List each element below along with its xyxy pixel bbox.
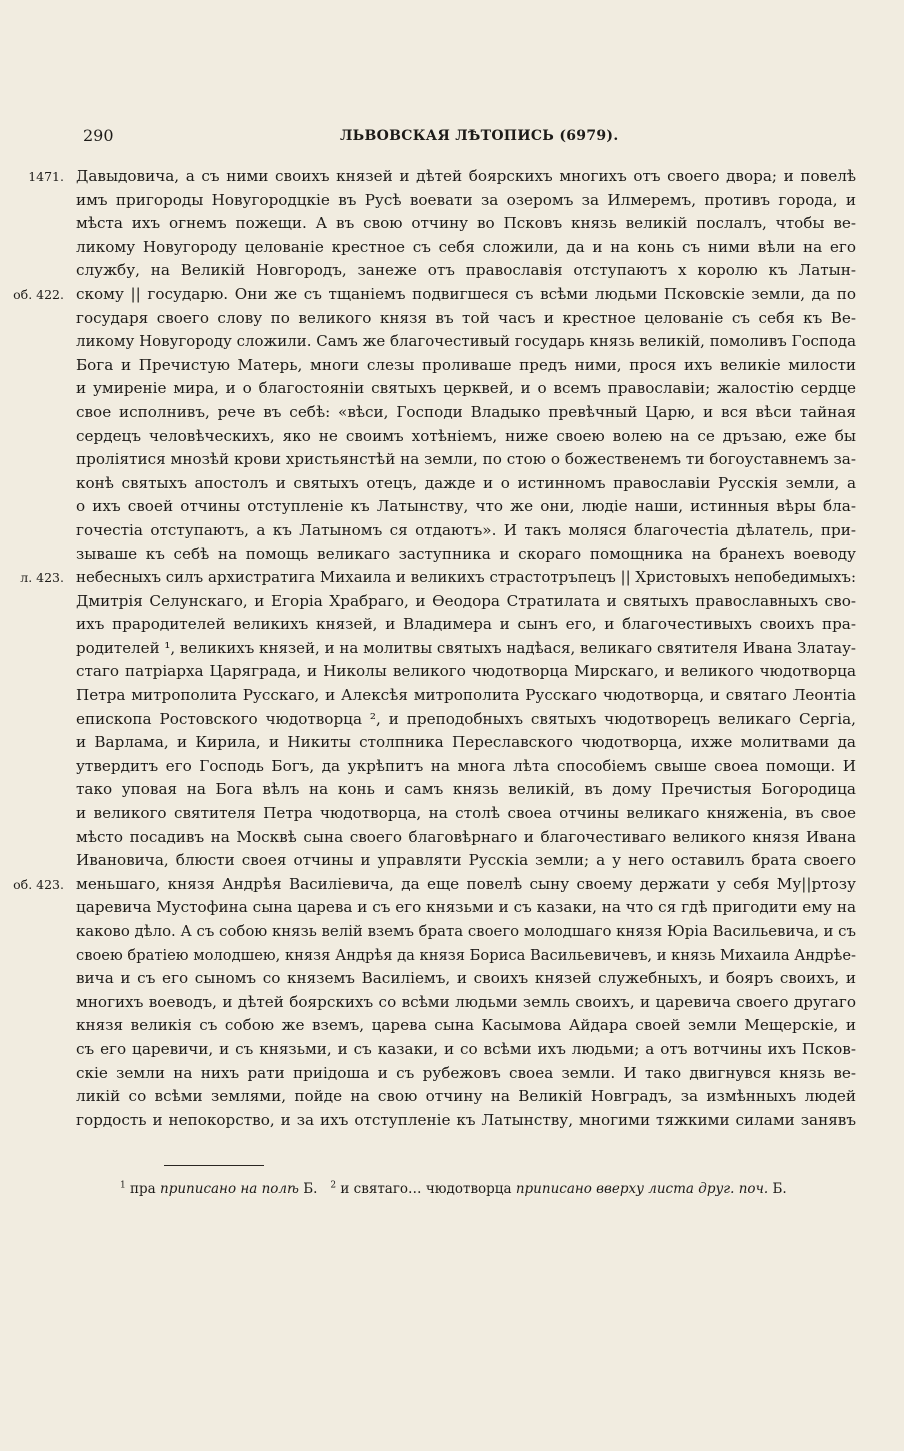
text-line-content: Дмитрія Селунскаго, и Егоріа Храбраго, и Ѳеодора Стратилата и святыхъ православныхъ сво- (76, 591, 856, 610)
text-line-content: мѣста ихъ огнемъ пожещи. А въ свою отчину во Псковъ князь великій послалъ, чтобы ве- (76, 214, 856, 233)
text-line (76, 189, 856, 213)
text-line (76, 590, 856, 614)
text-line-content: государя своего слову по великого князя въ той часъ и крестное целованіе съ себя къ Ве- (76, 308, 856, 327)
text-line (76, 1014, 856, 1038)
text-line-content: ликій со всѣми землями, пойде на свою отчину на Великій Новградъ, за измѣнныхъ людей (76, 1087, 856, 1106)
text-line (76, 967, 856, 991)
footnote-1-mark: 1 (120, 1180, 126, 1190)
text-line (76, 519, 856, 543)
text-line (76, 330, 856, 354)
text-line (28, 165, 856, 189)
text-line (76, 684, 856, 708)
text-line (76, 307, 856, 331)
text-line-content: и великого святителя Петра чюдотворца, на столѣ своеа отчины великаго княженіа, въ свое (76, 804, 856, 823)
text-line (76, 896, 856, 920)
text-line (76, 425, 856, 449)
text-line (76, 1109, 856, 1133)
text-line (76, 944, 856, 968)
text-line-content: Петра митрополита Русскаго, и Алексѣя митрополита Русскаго чюдотворца, и святаго Леонтіа (76, 686, 856, 705)
margin-note: л. 423. (20, 570, 64, 586)
footnote-2 (330, 1181, 786, 1197)
text-line (76, 236, 856, 260)
text-line (76, 1062, 856, 1086)
text-line (76, 472, 856, 496)
footnote-2-mark: 2 (330, 1180, 337, 1190)
text-line-content: стаго патріарха Царяграда, и Николы великого чюдотворца Мирскаго, и великого чюдотворца (76, 662, 856, 681)
text-line-content: своею братіею молодшею, князя Андрѣя да князя Бориса Васильевичевъ, и князь Михаила Андрѣе- (76, 945, 856, 964)
text-line-content: царевича Мустофина сына царева и съ его князьми и съ казаки, на что ся гдѣ пригодити ему на (76, 898, 856, 917)
text-line-content: и Варлама, и Кирила, и Никиты столпника Переславского чюдотворца, ихже молитвами да (76, 733, 856, 752)
text-line (76, 920, 856, 944)
footnote-2-source: Б. (772, 1180, 787, 1197)
text-line-content: сердецъ человѣческихъ, яко не своимъ хотѣніемъ, ниже своею волею на се дръзаю, еже бы (76, 426, 856, 445)
footnote-1-source: Б. (303, 1180, 318, 1197)
text-line-content: Давыдовича, а съ ними своихъ князей и дѣтей боярскихъ многихъ отъ своего двора; и повелѣ (76, 167, 856, 185)
text-line-content: ихъ прародителей великихъ князей, и Владимера и сынъ его, и благочестивыхъ своихъ пра- (76, 615, 856, 634)
text-line-content: каково дѣло. А съ собою князь велій вземъ брата своего молодшаго князя Юріа Васильевича, и съ (76, 922, 856, 940)
text-line-content: небесныхъ силъ архистратига Михаила и великихъ страстотръпецъ || Христовыхъ непобедимыхъ: (76, 568, 856, 587)
text-line-content: службу, на Великій Новгородъ, занеже отъ православія отступаютъ х королю къ Латын- (76, 261, 856, 280)
footnote-1-text: пра (130, 1180, 156, 1197)
text-line (76, 802, 856, 826)
margin-note: об. 422. (13, 286, 64, 302)
text-line-content: мѣсто посадивъ на Москвѣ сына своего благовѣрнаго и благочестиваго великого князя Ивана (76, 827, 856, 846)
text-line-content: тако уповая на Бога вѣлъ на конь и самъ князь великій, въ дому Пречистыя Богородица (76, 780, 856, 799)
text-line-content: и умиреніе мира, и о благостояніи святыхъ церквей, и о всемъ православіи; жалостію сердце (76, 379, 856, 398)
text-line (76, 377, 856, 401)
text-line-content: скому || государю. Они же съ тщаніемъ подвигшеся съ всѣми людьми Псковскіе земли, да по (76, 284, 856, 303)
text-line (76, 1085, 856, 1109)
footnote-rule (164, 1165, 264, 1166)
margin-note: об. 423. (13, 876, 64, 892)
text-line (76, 495, 856, 519)
text-line (76, 708, 856, 732)
text-line (76, 826, 856, 850)
text-line-content: Ивановича, блюсти своея отчины и управляти Русскіа земли; а у него оставилъ брата своего (76, 851, 856, 870)
text-line-content: ликому Новугороду целованіе крестное съ себя сложили, да и на конь съ ними вѣли на его (76, 237, 856, 256)
text-line (76, 660, 856, 684)
text-line (76, 354, 856, 378)
text-line (76, 401, 856, 425)
running-title: ЛЬВОВСКАЯ ЛѢТОПИСЬ (6979). (340, 128, 619, 144)
footnotes (120, 1180, 820, 1197)
text-line-content: Бога и Пречистую Матерь, многи слезы проливаше предъ ними, прося ихъ великіе милости (76, 355, 856, 374)
text-line-content: съ его царевичи, и съ князьми, и съ казаки, и со всѣми ихъ людьми; а отъ вотчины ихъ Псков- (76, 1039, 856, 1058)
text-line-content: меньшаго, князя Андрѣя Василіевича, да еще повелѣ сыну своему держати у себя Му||ртозу (76, 874, 856, 893)
text-line (76, 448, 856, 472)
text-line (76, 755, 856, 779)
text-line (76, 259, 856, 283)
text-line (76, 1038, 856, 1062)
page-number: 290 (83, 126, 114, 145)
footnote-1-note: приписано на полѣ (160, 1180, 299, 1197)
text-line (76, 212, 856, 236)
text-line (76, 731, 856, 755)
text-line (13, 283, 856, 307)
text-line-content: зываше къ себѣ на помощь великаго заступника и скораго помощника на бранехъ воеводу (76, 544, 856, 563)
footnote-2-text: и святаго… чюдотворца (340, 1180, 512, 1197)
text-line (76, 613, 856, 637)
text-line-content: свое исполнивъ, рече въ себѣ: «вѣси, Господи Владыко превѣчный Царю, и вся вѣси тайная (76, 402, 856, 421)
text-line-content: вича и съ его сыномъ со княземъ Василіемъ, и своихъ князей служебныхъ, и бояръ своихъ, и (76, 969, 856, 988)
text-line-content: епископа Ростовского чюдотворца ², и преподобныхъ святыхъ чюдотворецъ великаго Сергіа, (76, 709, 856, 728)
text-line (76, 991, 856, 1015)
text-line (76, 637, 856, 661)
text-line-content: родителей ¹, великихъ князей, и на молитвы святыхъ надѣася, великаго святителя Ивана Златау- (76, 638, 856, 657)
text-line-content: скіе земли на нихъ рати приідоша и съ рубежовъ своеа земли. И тако двигнувся князь ве- (76, 1063, 856, 1082)
main-text (13, 165, 856, 1132)
text-line-content: конѣ святыхъ апостолъ и святыхъ отецъ, дажде и о истинномъ православіи Русскія земли, а (76, 473, 856, 492)
text-line-content: имъ пригороды Новугородцкіе въ Русѣ воевати за озеромъ за Илмеремъ, противъ города, и (76, 190, 856, 209)
margin-note: 1471. (28, 169, 64, 184)
text-line (76, 543, 856, 567)
text-line-content: многихъ воеводъ, и дѣтей боярскихъ со всѣми людьми земль своихъ, и царевича своего другаго (76, 992, 856, 1011)
text-line-content: гочестіа отступаютъ, а къ Латыномъ ся отдаютъ». И такъ моляся благочестіа дѣлатель, при- (76, 520, 856, 539)
text-line (20, 566, 856, 590)
text-line (13, 873, 856, 897)
text-line (76, 849, 856, 873)
text-line (76, 778, 856, 802)
text-line-content: ликому Новугороду сложили. Самъ же благочестивый государь князь великій, помоливъ Господа (76, 332, 856, 351)
text-line-content: гордость и непокорство, и за ихъ отступленіе къ Латынству, многими тяжкими силами занявъ (76, 1110, 856, 1129)
text-line-content: пролiятися мнозѣй крови христьянстѣй на земли, по стою о божественемъ ти богоуставнемъ за- (76, 450, 856, 469)
footnote-1 (120, 1181, 322, 1197)
text-line-content: князя великія съ собою же вземъ, царева сына Касымова Айдара своей земли Мещерскіе, и (76, 1016, 856, 1035)
text-line-content: о ихъ своей отчины отступленіе къ Латынству, что же они, людіе наши, истинныя вѣры бла- (76, 497, 856, 516)
text-line-content: утвердитъ его Господь Богъ, да укрѣпитъ на многа лѣта способіемъ свыше своеа помощи. И (76, 756, 856, 775)
footnote-2-note: приписано вверху листа друг. поч. (515, 1180, 769, 1197)
